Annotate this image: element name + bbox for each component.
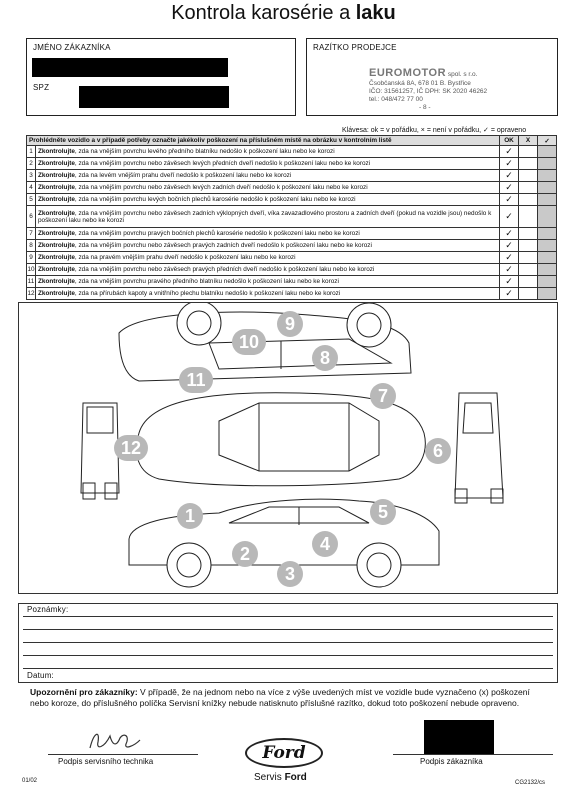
zone-marker-7: 7 [370,383,396,409]
x-checkbox[interactable] [519,264,538,276]
footer-left-code: 01/02 [22,778,38,784]
row-text: Zkontrolujte, zda na vnějším povrchu nebo závěsech pravých zadních dveří nedošlo k poškození laku nebo ke korozi [36,240,500,252]
row-text: Zkontrolujte, zda na vnějším povrchu pravého předního blatníku nedošlo k poškození laku nebo ke korozi [36,276,500,288]
row-number: 3 [27,170,36,182]
ok-checkbox[interactable] [500,264,519,276]
tick-mark: ✓ [505,288,513,298]
customer-name-label: JMÉNO ZÁKAZNÍKA [33,43,111,52]
col-x-header: X [519,136,538,146]
checklist-row [27,206,557,228]
notes-line [23,642,553,643]
row-number: 7 [27,228,36,240]
zone-marker-1: 1 [177,503,203,529]
row-text: Zkontrolujte, zda na pravém vnějším prahu dveří nedošlo k poškození laku nebo ke korozi [36,252,500,264]
spz-label: SPZ [33,83,50,92]
stamp-logo: EUROMOTOR [369,67,447,79]
row-number: 10 [27,264,36,276]
fixed-checkbox[interactable] [538,264,557,276]
row-text: Zkontrolujte, zda na vnějším povrchu nebo závěsech levých zadních dveří nedošlo k poškození laku nebo ke korozi [36,182,500,194]
legend: Klávesa: ok = v pořádku, × = není v pořádku, ✓ = opraveno [342,127,527,134]
ok-checkbox[interactable] [500,146,519,158]
fixed-checkbox[interactable] [538,158,557,170]
row-number: 9 [27,252,36,264]
date-label: Datum: [27,671,54,680]
stamp-line: Čsobčanská 8A, 678 01 B. Bystřice [369,80,471,87]
checklist-row [27,182,557,194]
checklist-row [27,194,557,206]
x-checkbox[interactable] [519,194,538,206]
checklist-row [27,240,557,252]
zone-marker-6: 6 [425,438,451,464]
spz-redaction [79,86,229,108]
tick-mark: ✓ [505,228,513,238]
fixed-checkbox[interactable] [538,276,557,288]
fixed-checkbox[interactable] [538,182,557,194]
x-checkbox[interactable] [519,252,538,264]
x-checkbox[interactable] [519,228,538,240]
x-checkbox[interactable] [519,276,538,288]
row-text: Zkontrolujte, zda na vnějším povrchu nebo závěsech pravých předních dveří nedošlo k poškození laku nebo ke korozi [36,264,500,276]
ok-checkbox[interactable] [500,276,519,288]
notes-line [23,616,553,617]
checklist-row [27,252,557,264]
fixed-checkbox[interactable] [538,288,557,300]
zone-marker-2: 2 [232,541,258,567]
row-text: Zkontrolujte, zda na levém vnějším prahu dveří nedošlo k poškození laku nebo ke korozi [36,170,500,182]
checklist-row [27,146,557,158]
fixed-checkbox[interactable] [538,240,557,252]
tick-mark: ✓ [505,264,513,274]
technician-signature-line [48,754,198,755]
tick-mark: ✓ [505,252,513,262]
row-text: Zkontrolujte, zda na vnějším povrchu nebo závěsech levých předních dveří nedošlo k poškození laku nebo ke korozi [36,158,500,170]
technician-signature [84,728,144,754]
customer-signature-line [393,754,553,755]
tick-mark: ✓ [505,182,513,192]
row-text: Zkontrolujte, zda na přírubách kapoty a vnitřního plechu blatníku nedošlo k poškození laku nebo ke korozi [36,288,500,300]
ok-checkbox[interactable] [500,170,519,182]
tick-mark: ✓ [505,146,513,156]
ok-checkbox[interactable] [500,158,519,170]
x-checkbox[interactable] [519,170,538,182]
col-fixed-header: ✓ [538,136,557,146]
x-checkbox[interactable] [519,288,538,300]
row-number: 6 [27,206,36,228]
row-text: Zkontrolujte, zda na vnějším povrchu pravých bočních plechů karosérie nedošlo k poškození laku nebo ke korozi [36,228,500,240]
checklist-table [26,135,557,300]
x-checkbox[interactable] [519,182,538,194]
fixed-checkbox[interactable] [538,206,557,228]
tick-mark: ✓ [505,240,513,250]
tick-mark: ✓ [505,276,513,286]
customer-signature-redaction [424,720,494,754]
checklist-row [27,228,557,240]
dealer-stamp-label: RAZÍTKO PRODEJCE [313,43,397,52]
notes-line [23,655,553,656]
x-checkbox[interactable] [519,240,538,252]
page-title: Kontrola karosérie a laku [171,2,396,24]
fixed-checkbox[interactable] [538,146,557,158]
service-ford-label: Servis Ford [254,772,307,783]
zone-marker-8: 8 [312,345,338,371]
col-ok-header: OK [500,136,519,146]
stamp-line: - 8 - [419,104,431,111]
ok-checkbox[interactable] [500,252,519,264]
fixed-checkbox[interactable] [538,252,557,264]
car-outlines [19,303,559,595]
zone-marker-4: 4 [312,531,338,557]
vehicle-diagram [18,302,558,594]
stamp-suffix: spol. s r.o. [447,71,478,78]
tick-mark: ✓ [505,211,513,221]
fixed-checkbox[interactable] [538,170,557,182]
zone-marker-11: 11 [179,367,213,393]
row-number: 4 [27,182,36,194]
zone-marker-12: 12 [114,435,148,461]
checklist-header: Prohlédněte vozidlo a v případě potřeby označte jakékoliv poškození na příslušném místě na obrázku v kontrolním listě [27,136,500,146]
row-number: 11 [27,276,36,288]
checklist-row [27,276,557,288]
ok-checkbox[interactable] [500,182,519,194]
zone-marker-9: 9 [277,311,303,337]
notes-line [23,629,553,630]
stamp-line: IČO: 31561257, IČ DPH: SK 2020 46262 [369,88,488,95]
zone-marker-3: 3 [277,561,303,587]
checklist-header-row [27,136,557,146]
technician-signature-label: Podpis servisního technika [58,757,154,766]
dealer-stamp [369,67,554,112]
tick-mark: ✓ [505,194,513,204]
zone-marker-5: 5 [370,499,396,525]
row-number: 8 [27,240,36,252]
ford-logo: Ford [245,738,323,768]
row-number: 1 [27,146,36,158]
ok-checkbox[interactable] [500,206,519,228]
checklist-row [27,170,557,182]
tick-mark: ✓ [505,170,513,180]
dealer-stamp-box [306,38,558,116]
x-checkbox[interactable] [519,146,538,158]
stamp-line: tel.: 048/472 77 00 [369,96,423,103]
ok-checkbox[interactable] [500,194,519,206]
customer-signature-label: Podpis zákazníka [420,757,483,766]
row-text: Zkontrolujte, zda na vnějším povrchu levého předního blatníku nedošlo k poškození laku nebo ke korozi [36,146,500,158]
ok-checkbox[interactable] [500,288,519,300]
customer-name-redaction [32,58,228,77]
car-rear-view-outline [455,393,503,498]
customer-box [26,38,296,116]
row-number: 5 [27,194,36,206]
checklist-row [27,288,557,300]
ok-checkbox[interactable] [500,240,519,252]
tick-mark: ✓ [505,158,513,168]
checklist-row [27,264,557,276]
row-text: Zkontrolujte, zda na vnějším povrchu levých bočních plechů karosérie nedošlo k poškození laku nebo ke korozi [36,194,500,206]
checklist-row [27,158,557,170]
row-text: Zkontrolujte, zda na vnějším povrchu nebo závěsech zadních výklopných dveří, víka zavazadlového prostoru a zadních dveří (pokud na vozidle jsou) nedošlo k poškození laku nebo ke korozi [36,206,500,228]
x-checkbox[interactable] [519,158,538,170]
row-number: 2 [27,158,36,170]
zone-marker-10: 10 [232,329,266,355]
notes-line [23,668,553,669]
fixed-checkbox[interactable] [538,194,557,206]
x-checkbox[interactable] [519,206,538,228]
row-number: 12 [27,288,36,300]
ok-checkbox[interactable] [500,228,519,240]
notes-label: Poznámky: [27,605,69,614]
notes-box[interactable] [18,603,558,683]
customer-warning: Upozornění pro zákazníky: V případě, že na jednom nebo na více z výše uvedených míst ve vozidle bude vyznačeno (x) poškození nebo koroze, do příslušného políčka Servisní knížky nebude natisknuto příslušné razítko, dokud toto poškození nebude opraveno. [30,687,530,708]
fixed-checkbox[interactable] [538,228,557,240]
footer-right-code: CG2132/cs [515,780,546,786]
